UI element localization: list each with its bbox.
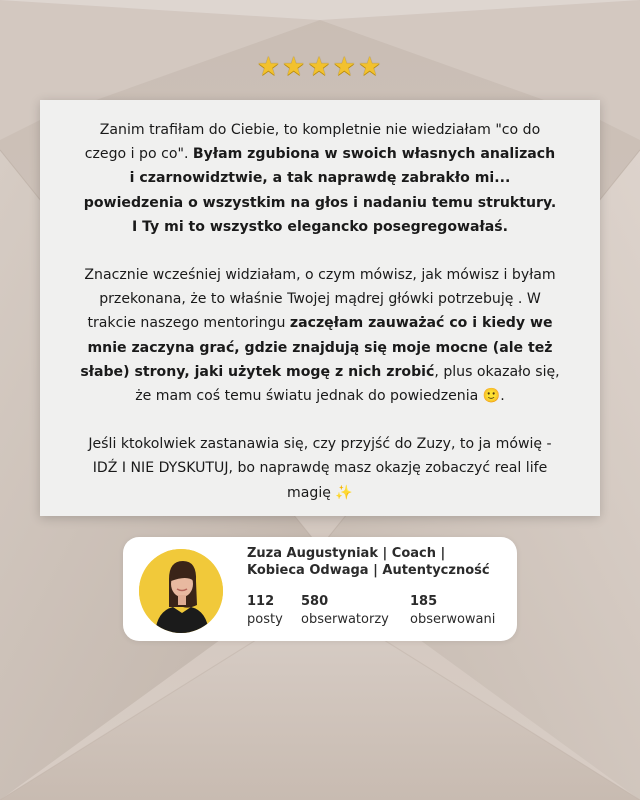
posts-stat xyxy=(247,593,283,629)
avatar-portrait-icon xyxy=(139,549,223,633)
testimonial-bold-text: zaczęłam zauważać co i kiedy we mnie zaczyna grać, gdzie znajdują się moje mocne (ale też słabe) strony, jaki użytek mogę z nich zrobić xyxy=(80,315,553,380)
following-count: 185 xyxy=(410,594,438,609)
profile-name: Zuza Augustyniak | Coach | Kobieca Odwaga | Autentyczność xyxy=(247,546,490,578)
posts-label: posty xyxy=(247,612,283,627)
testimonial-bold-text: Byłam zgubiona w swoich własnych analizach i czarnowidztwie, a tak naprawdę zabrakło mi... powiedzenia o wszystkim na głos i nadaniu temu struktury. I Ty mi to wszystko elegancko posegregowałaś. xyxy=(83,146,557,235)
posts-count: 112 xyxy=(247,594,275,609)
testimonial-text: Znacznie wcześniej widziałam, o czym mówisz, jak mówisz i byłam przekonana, że to właśnie Twojej mądrej główki potrzebuję . W trakcie naszego mentoringu xyxy=(84,267,556,332)
following-stat[interactable] xyxy=(410,593,495,629)
profile-card[interactable] xyxy=(123,537,517,641)
testimonial-text: , plus okazało się, że mam coś temu światu jednak do powiedzenia 🙂. xyxy=(135,363,560,405)
testimonial-paragraph-2 xyxy=(80,263,560,408)
testimonial-text: Jeśli ktokolwiek zastanawia się, czy przyjść do Zuzy, to ja mówię - IDŹ I NIE DYSKUTUJ, bo naprawdę masz okazję zobaczyć real life magię ✨ xyxy=(88,436,552,501)
followers-stat[interactable] xyxy=(301,593,389,629)
testimonial-card xyxy=(40,100,600,516)
testimonial-text: Zanim trafiłam do Ciebie, to kompletnie nie wiedziałam xyxy=(99,122,496,138)
following-label: obserwowani xyxy=(410,612,496,627)
followers-count: 580 xyxy=(301,594,329,609)
testimonial-paragraph-1 xyxy=(80,118,560,239)
followers-label: obserwatorzy xyxy=(301,612,389,627)
five-star-rating: ★★★★★ xyxy=(256,52,384,82)
testimonial-text: "co do czego i po co". xyxy=(84,122,541,163)
testimonial-paragraph-3 xyxy=(80,432,560,505)
avatar[interactable] xyxy=(139,549,223,633)
